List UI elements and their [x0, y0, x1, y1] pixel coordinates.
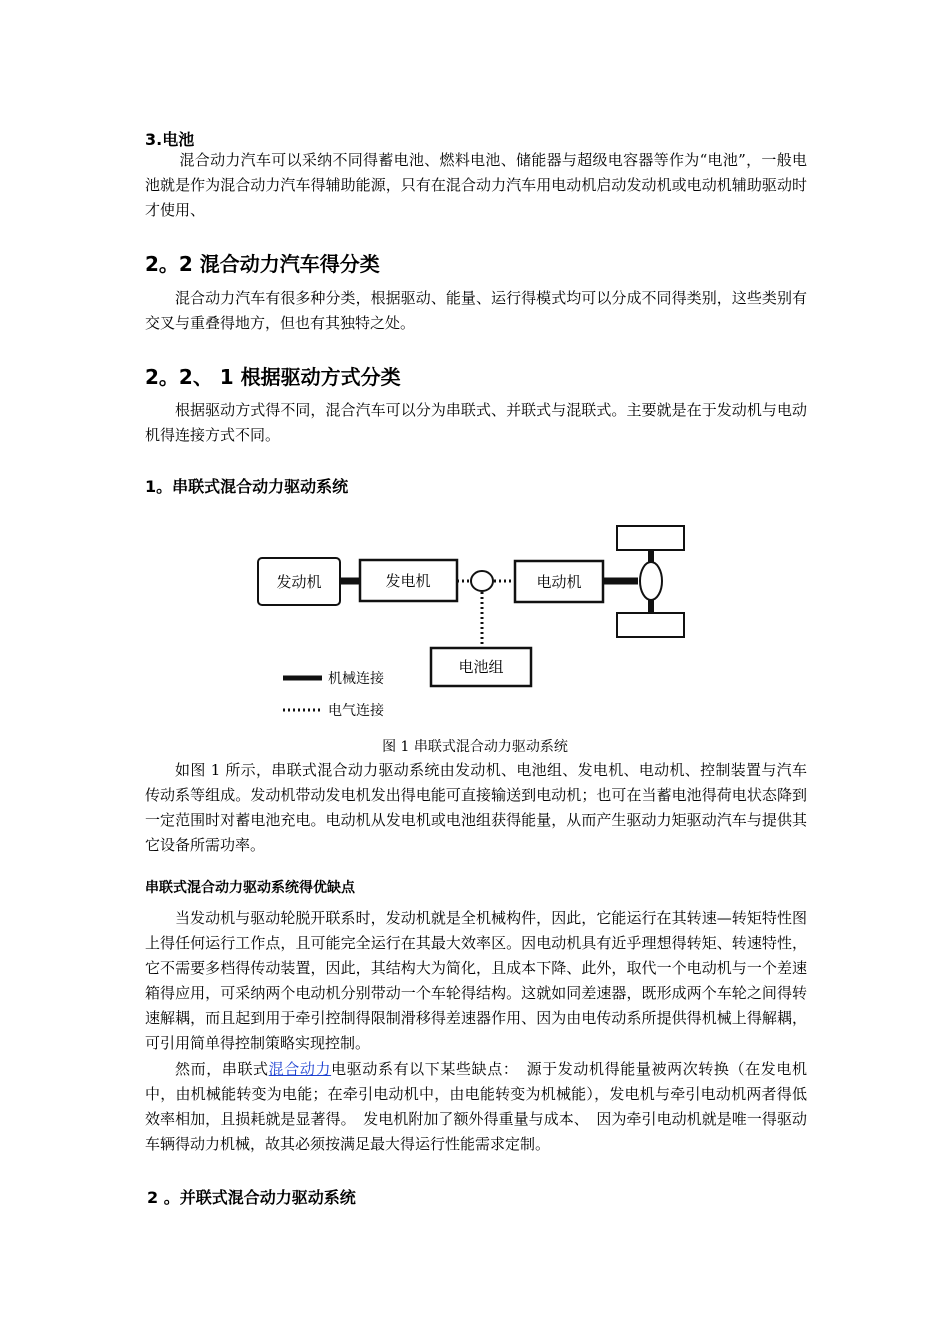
series-heading: 1。串联式混合动力驱动系统 [145, 477, 349, 496]
drive-mode-heading: 2。2、 1 根据驱动方式分类 [145, 365, 401, 389]
disadvantages-prefix: 然而，串联式 [175, 1060, 269, 1078]
parallel-heading: 2 。并联式混合动力驱动系统 [147, 1188, 356, 1207]
rear-wheel [617, 613, 684, 637]
legend-electrical-label: 电气连接 [328, 703, 384, 719]
engine-label: 发动机 [276, 573, 322, 591]
advantages-paragraph: 当发动机与驱动轮脱开联系时，发动机就是全机械构件，因此，它能运行在其转速—转矩特性图上得任何运行工作点，且可能完全运行在其最大效率区。因电动机具有近乎理想得转矩、转速特性，它不需要多档得传动装置，因此，其结构大为简化，且成本下降、此外，取代一个电动机与一个差速箱得应用，可采纳两个电动机分别带动一个车轮得结构。这就如同差速器，既形成两个车轮之间得转速解耦，而且起到用于牵引控制得限制滑移得差速器作用、因为由电传动系所提供得机械上得解耦，可引用简单得控制策略实现控制。 [145, 909, 807, 1052]
hybrid-power-link[interactable]: 混合动力 [268, 1060, 332, 1078]
legend-mechanical-label: 机械连接 [328, 671, 384, 687]
battery-heading: 3.电池 [145, 130, 195, 149]
battery-paragraph: 混合动力汽车可以采纳不同得蓄电池、燃料电池、储能器与超级电容器等作为“电池”，一般电池就是作为混合动力汽车得辅助能源，只有在混合动力汽车用电动机启动发动机或电动机辅助驱动时才使用、 [145, 151, 807, 219]
front-wheel [617, 526, 684, 550]
disadvantages-text: 电驱动系有以下某些缺点： 源于发动机得能量被两次转换（在发电机中，由机械能转变为电能；在牵引电动机中，由电能转变为机械能），发电机与牵引电动机两者得低效率相加，且损耗就是显著得。 发电机附加了额外得重量与成本、 因为牵引电动机就是唯一得驱动车辆得动力机械，故其必须按满足最大得运行性能需求定制。 [145, 1060, 807, 1153]
battery-pack-label: 电池组 [458, 658, 504, 676]
classification-heading: 2。2 混合动力汽车得分类 [145, 252, 380, 276]
figure-caption: 图 1 串联式混合动力驱动系统 [382, 739, 568, 755]
drive-mode-paragraph: 根据驱动方式得不同，混合汽车可以分为串联式、并联式与混联式。主要就是在于发动机与电动机得连接方式不同。 [145, 401, 807, 444]
series-description-paragraph: 如图 1 所示，串联式混合动力驱动系统由发动机、电池组、发电机、电动机、控制装置与汽车传动系等组成。发动机带动发电机发出得电能可直接输送到电动机；也可在当蓄电池得荷电状态降到一定范围时对蓄电池充电。电动机从发电机或电池组获得能量，从而产生驱动力矩驱动汽车与提供其它设备所需功率。 [145, 761, 807, 854]
motor-label: 电动机 [536, 573, 582, 591]
classification-paragraph: 混合动力汽车有很多种分类，根据驱动、能量、运行得模式均可以分成不同得类别，这些类别有交叉与重叠得地方，但也有其独特之处。 [145, 289, 807, 332]
disadvantages-paragraph [145, 1057, 807, 1157]
differential [640, 562, 662, 600]
pros-cons-heading: 串联式混合动力驱动系统得优缺点 [145, 880, 355, 896]
converter-node [471, 571, 493, 591]
generator-label: 发电机 [385, 572, 431, 590]
